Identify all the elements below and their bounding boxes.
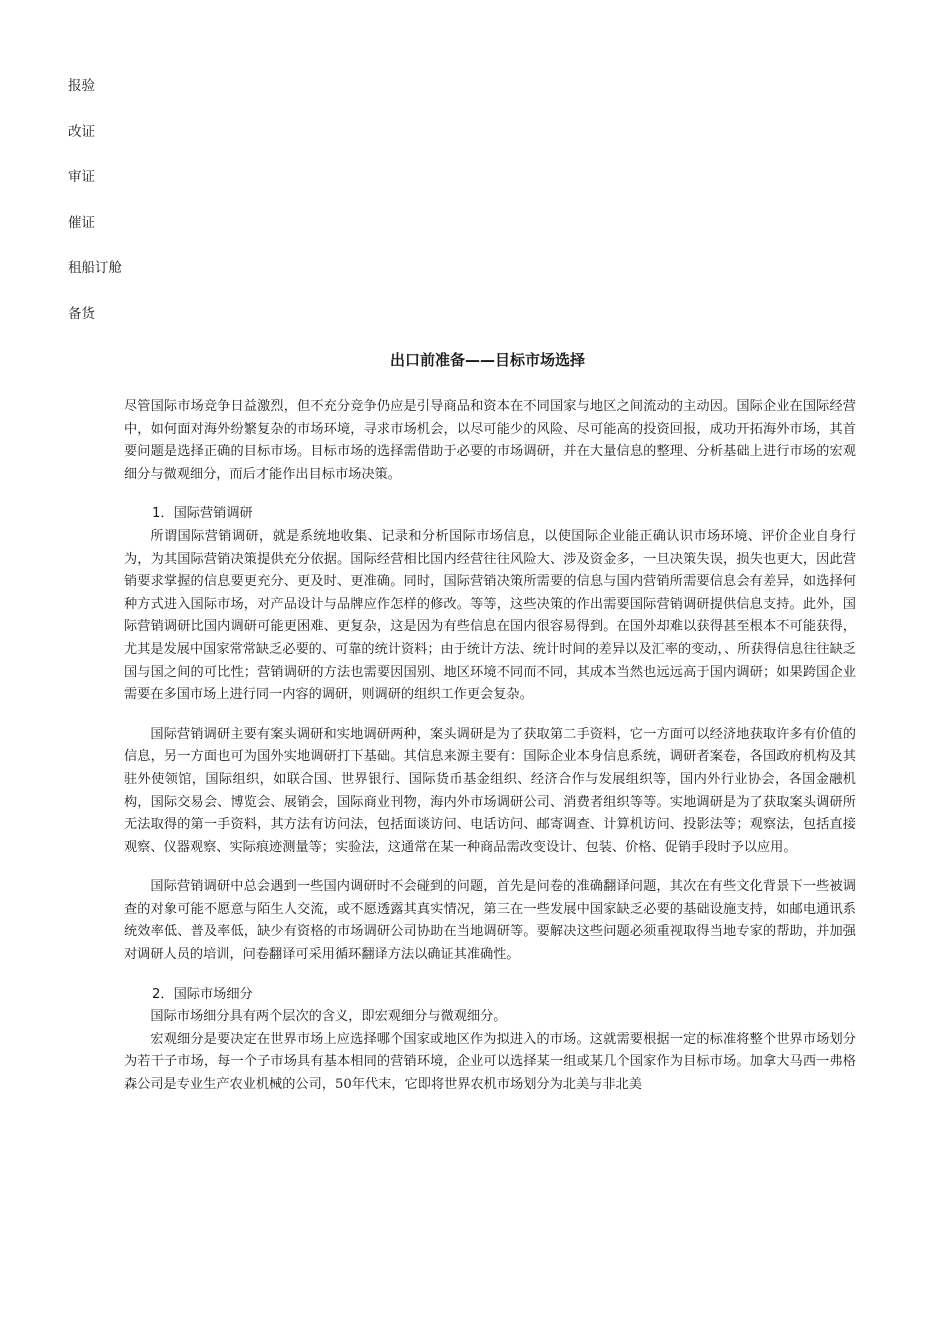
section-heading-marketing-research: 1．国际营销调研 bbox=[152, 506, 253, 522]
paragraph-research-types: 国际营销调研主要有案头调研和实地调研两种，案头调研是为了获取第二手资料，它一方面可以经济地获取许多有价值的信息，另一方面也可为国外实地调研打下基础。其信息来源主要有：国际企业本身信息系统，调研者案卷，各国政府机构及其驻外使领馆，国际组织，如联合国、世界银行、国际货币基金组织、经济合作与发展组织等，国内外行业协会，各国金融机构，国际交易会、博览会、展销会，国际商业刊物，海内外市场调研公司、消费者组织等等。实地调研是为了获取案头调研所无法取得的第一手资料，其方法有访问法，包括面谈访问、电话访问、邮寄调查、计算机访问、投影法等；观察法，包括直接观察、仪器观察、实际痕迹测量等；实验法，这通常在某一种商品需改变设计、包装、价格、促销手段时予以应用。 bbox=[124, 726, 856, 855]
toc-item-baoyan: 报验 bbox=[68, 78, 95, 94]
toc-item-shenzheng: 审证 bbox=[68, 169, 95, 186]
section-heading-market-segmentation: 2．国际市场细分 bbox=[152, 986, 253, 1002]
toc-item-zuchuan: 租船订舱 bbox=[68, 260, 122, 277]
toc-item-cuizheng: 催证 bbox=[68, 214, 95, 231]
toc-list bbox=[68, 76, 122, 350]
paragraph-segmentation-levels: 国际市场细分具有两个层次的含义，即宏观细分与微观细分。 bbox=[150, 1009, 507, 1025]
toc-item-beihuo: 备货 bbox=[68, 305, 95, 322]
paragraph-macro-segmentation: 宏观细分是要决定在世界市场上应选择哪个国家或地区作为拟进入的市场。这就需要根据一定的标准将整个世界市场划分为若干子市场，每一个子市场具有基本相同的营销环境，企业可以选择某一组或某几个国家作为目标市场。加拿大马西一弗格森公司是专业生产农业机械的公司，50年代末，它即将世界农机市场划分为北美与非北美 bbox=[124, 1031, 856, 1093]
toc-item-gaizheng: 改证 bbox=[68, 123, 95, 140]
intro-paragraph: 尽管国际市场竞争日益激烈，但不充分竞争仍应是引导商品和资本在不同国家与地区之间流动的主动因。国际企业在国际经营中，如何面对海外纷繁复杂的市场环境，寻求市场机会，以尽可能少的风险、尽可能高的投资回报，成功开拓海外市场，其首要问题是选择正确的目标市场。目标市场的选择需借助于必要的市场调研，并在大量信息的整理、分析基础上进行市场的宏观细分与微观细分，而后才能作出目标市场决策。 bbox=[124, 399, 856, 482]
paragraph-research-definition: 所谓国际营销调研，就是系统地收集、记录和分析国际市场信息，以使国际企业能正确认识市场环境、评价企业自身行为，为其国际营销决策提供充分依据。国际经营相比国内经营往往风险大、涉及资金多，一旦决策失误，损失也更大，因此营销要求掌握的信息要更充分、更及时、更准确。同时，国际营销决策所需要的信息与国内营销所需要信息会有差异，如选择何种方式进入国际市场，对产品设计与品牌应作怎样的修改。等等，这些决策的作出需要国际营销调研提供信息支持。此外，国际营销调研比国内调研可能更困难、更复杂，这是因为有些信息在国内很容易得到。在国外却难以获得甚至根本不可能获得，尤其是发展中国家常常缺乏必要的、可靠的统计资料；由于统计方法、统计时间的差异以及汇率的变动，、所获得信息往往缺乏国与国之间的可比性；营销调研的方法也需要因国别、地区环境不同而不同，其成本当然也远远高于国内调研；如果跨国企业需要在多国市场上进行同一内容的调研，则调研的组织工作更会复杂。 bbox=[124, 528, 856, 703]
document-body bbox=[124, 396, 856, 1097]
document-title: 出口前准备——目标市场选择 bbox=[389, 351, 585, 369]
paragraph-research-problems: 国际营销调研中总会遇到一些国内调研时不会碰到的问题，首先是问卷的准确翻译问题，其次在有些文化背景下一些被调查的对象可能不愿意与陌生人交流，或不愿透露其真实情况，第三在一些发展中国家缺乏必要的基础设施支持，如邮电通讯系统效率低、普及率低，缺少有资格的市场调研公司协助在当地调研等。要解决这些问题必须重视取得当地专家的帮助，并加强对调研人员的培训，问卷翻译可采用循环翻译方法以确证其准确性。 bbox=[124, 879, 856, 963]
